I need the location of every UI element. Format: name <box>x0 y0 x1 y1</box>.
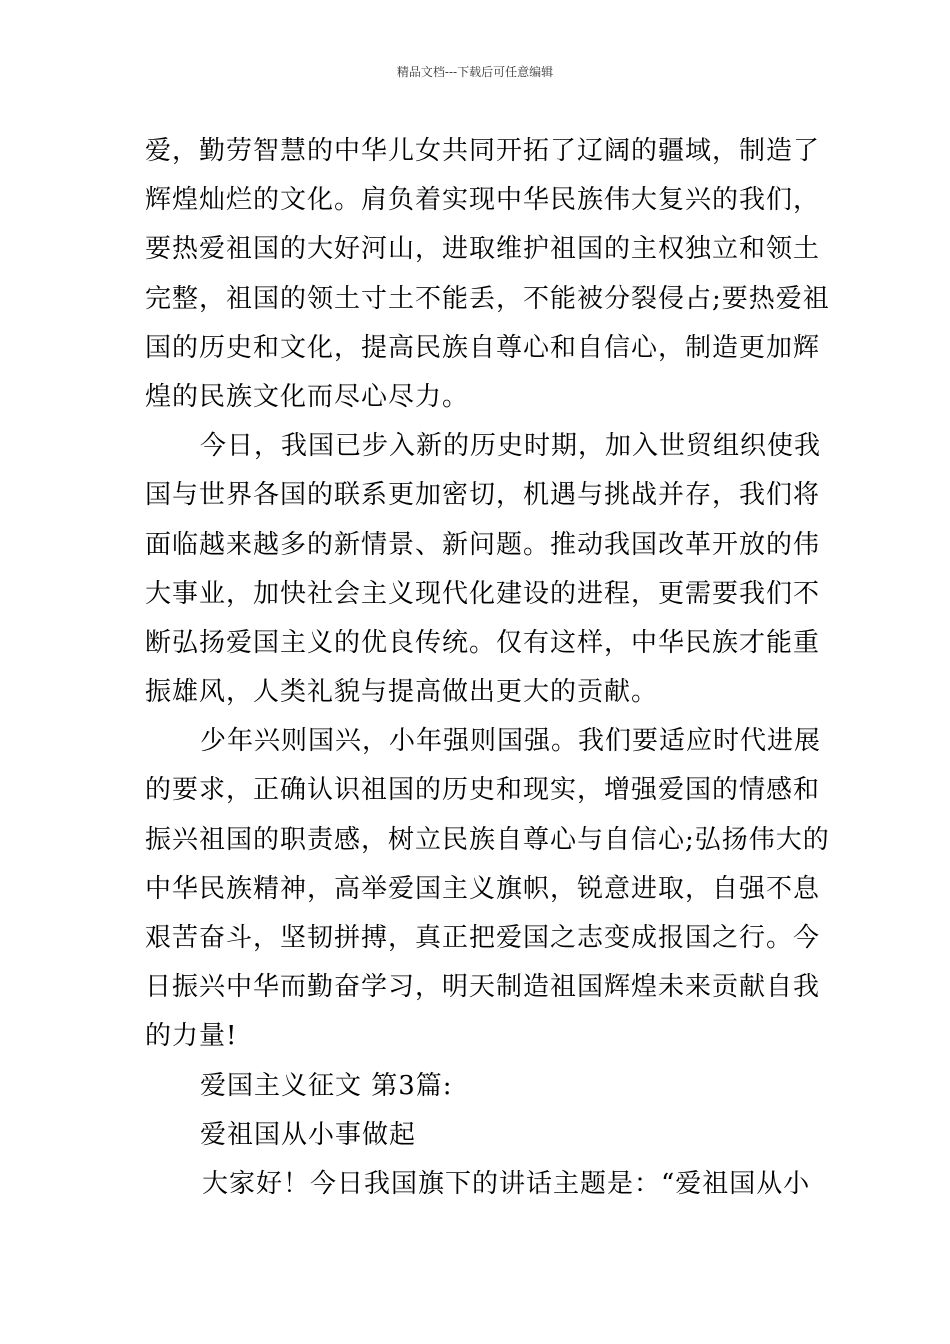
text-line: 爱，勤劳智慧的中华儿女共同开拓了辽阔的疆域，制造了 <box>145 136 821 166</box>
text-line: 完整，祖国的领土寸土不能丢，不能被分裂侵占;要热爱祖 <box>145 283 830 314</box>
text-line: 要热爱祖国的大好河山，进取维护祖国的主权独立和领土 <box>145 234 821 265</box>
text-line: 面临越来越多的新情景、新问题。推动我国改革开放的伟 <box>145 529 821 560</box>
text-line: 中华民族精神，高举爱国主义旗帜，锐意进取，自强不息 <box>145 873 821 904</box>
text-line: 的要求，正确认识祖国的历史和现实，增强爱国的情感和 <box>145 775 821 806</box>
paragraph-start-line: 少年兴则国兴，小年强则国强。我们要适应时代进展 <box>200 726 822 757</box>
paragraph-start-line: 大家好！今日我国旗下的讲话主题是：“爱祖国从小 <box>202 1168 811 1199</box>
text-line: 的力量! <box>145 1021 238 1052</box>
text-line: 辉煌灿烂的文化。肩负着实现中华民族伟大复兴的我们， <box>145 185 821 216</box>
text-line: 断弘扬爱国主义的优良传统。仅有这样，中华民族才能重 <box>145 627 821 658</box>
text-line: 振兴祖国的职责感，树立民族自尊心与自信心;弘扬伟大的 <box>145 824 830 855</box>
section-title: 爱祖国从小事做起 <box>200 1119 417 1150</box>
text-line: 煌的民族文化而尽心尽力。 <box>145 381 470 412</box>
paragraph-start-line: 今日，我国已步入新的历史时期，加入世贸组织使我 <box>200 431 822 462</box>
text-line: 国的历史和文化，提高民族自尊心和自信心，制造更加辉 <box>145 332 821 363</box>
text-line: 艰苦奋斗，坚韧拼搏，真正把爱国之志变成报国之行。今 <box>145 923 821 953</box>
page-header: 精品文档---下载后可任意编辑 <box>396 65 554 79</box>
text-line: 日振兴中华而勤奋学习，明天制造祖国辉煌未来贡献自我 <box>145 972 821 1003</box>
document-body <box>145 127 830 1209</box>
text-line: 国与世界各国的联系更加密切，机遇与挑战并存，我们将 <box>145 480 821 511</box>
text-line: 大事业，加快社会主义现代化建设的进程，更需要我们不 <box>145 578 821 609</box>
text-line: 振雄风，人类礼貌与提高做出更大的贡献。 <box>145 677 659 708</box>
section-heading: 爱国主义征文 第3篇: <box>200 1070 453 1101</box>
